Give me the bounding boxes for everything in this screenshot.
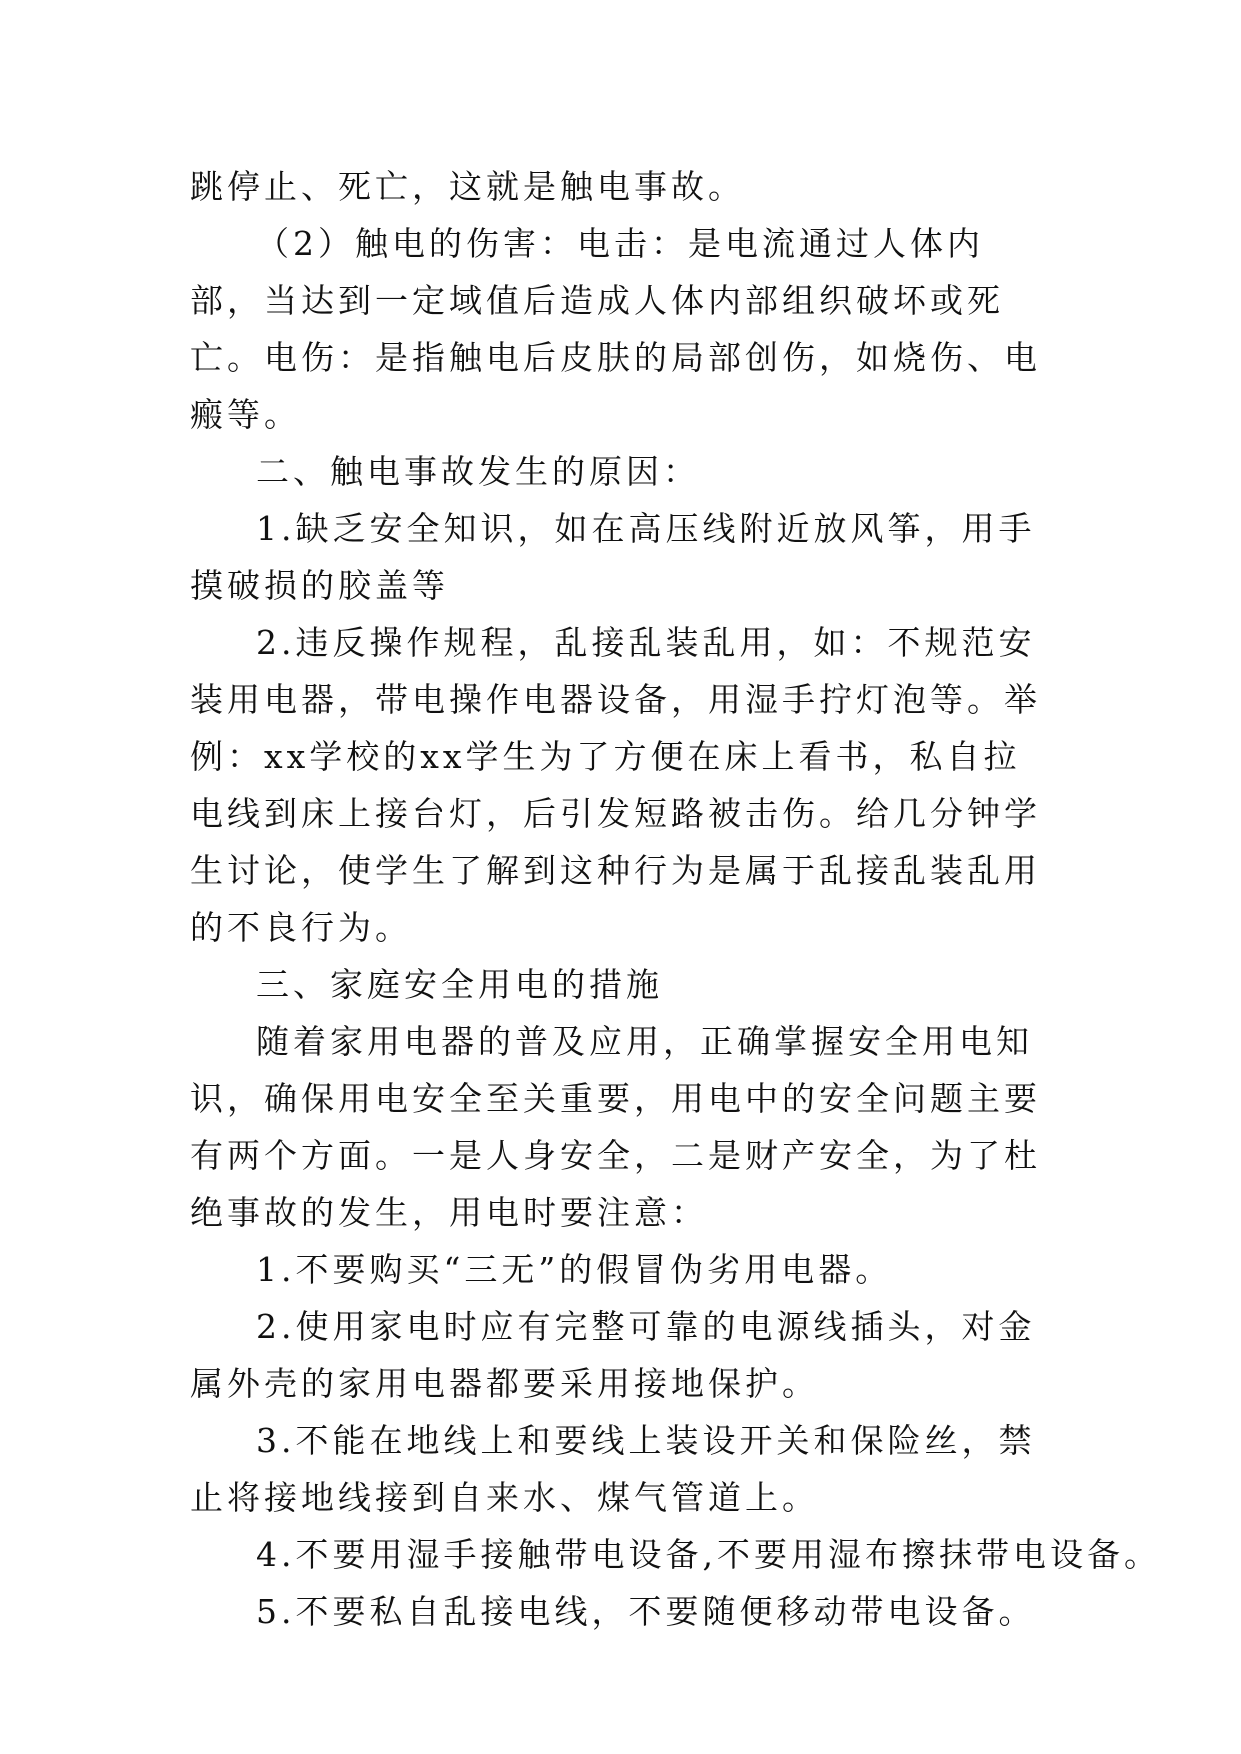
list-item-measure-4: 4.不要用湿手接触带电设备,不要用湿布擦抹带电设备。 <box>256 1535 1161 1574</box>
list-item-measure-3: 3.不能在地线上和要线上装设开关和保险丝，禁止将接地线接到自来水、煤气管道上。 <box>190 1421 1036 1517</box>
list-item-measure-5: 5.不要私自乱接电线，不要随便移动带电设备。 <box>256 1592 1036 1631</box>
paragraph-continuation: 跳停止、死亡，这就是触电事故。 <box>190 167 745 206</box>
document-body <box>190 158 1161 1640</box>
paragraph-measures-intro: 随着家用电器的普及应用，正确掌握安全用电知识，确保用电安全至关重要，用电中的安全问题主要有两个方面。一是人身安全，二是财产安全，为了杜绝事故的发生，用电时要注意： <box>190 1022 1041 1232</box>
list-item-cause-2: 2.违反操作规程，乱接乱装乱用，如：不规范安装用电器，带电操作电器设备，用湿手拧灯泡等。举例：xx学校的xx学生为了方便在床上看书，私自拉电线到床上接台灯，后引发短路被击伤。给几分钟学生讨论，使学生了解到这种行为是属于乱接乱装乱用的不良行为。 <box>190 623 1041 947</box>
section-heading-measures: 三、家庭安全用电的措施 <box>256 965 663 1004</box>
section-heading-causes: 二、触电事故发生的原因： <box>256 452 700 491</box>
paragraph-electric-injury: （2）触电的伤害：电击：是电流通过人体内部，当达到一定域值后造成人体内部组织破坏或死亡。电伤：是指触电后皮肤的局部创伤，如烧伤、电瘢等。 <box>190 224 1041 434</box>
list-item-measure-1: 1.不要购买“三无”的假冒伪劣用电器。 <box>256 1250 893 1289</box>
list-item-measure-2: 2.使用家电时应有完整可靠的电源线插头，对金属外壳的家用电器都要采用接地保护。 <box>190 1307 1036 1403</box>
list-item-cause-1: 1.缺乏安全知识，如在高压线附近放风筝，用手摸破损的胶盖等 <box>190 509 1036 605</box>
